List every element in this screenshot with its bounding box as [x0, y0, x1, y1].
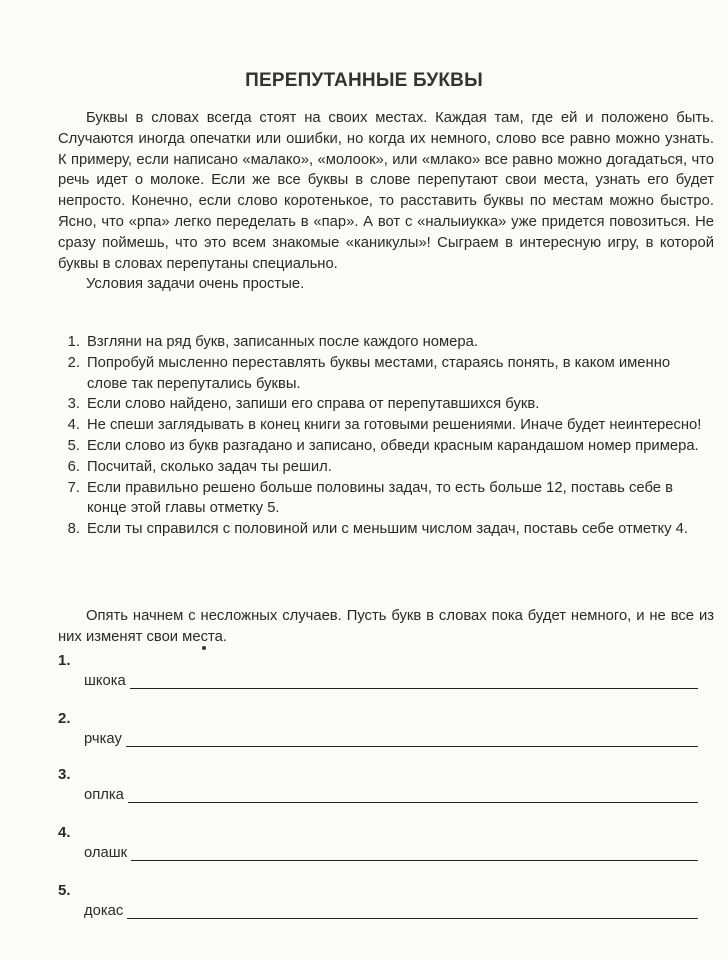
intro-text — [58, 108, 714, 295]
task-item — [58, 766, 698, 803]
rule-text: Посчитай, сколько задач ты решил. — [87, 458, 332, 475]
rule-text: Попробуй мысленно переставлять буквы местами, стараясь понять, в каком именно слове так перепутались буквы. — [87, 354, 671, 392]
task-row — [58, 845, 698, 861]
answer-line[interactable] — [131, 846, 698, 861]
scrambled-word: рчкау — [84, 731, 122, 747]
task-number: 2. — [58, 710, 71, 727]
rule-item — [58, 394, 714, 415]
rule-item — [58, 519, 714, 540]
task-number: 1. — [58, 652, 71, 669]
rule-number: 2. — [67, 354, 80, 371]
rule-text: Взгляни на ряд букв, записанных после каждого номера. — [87, 334, 478, 350]
rule-item — [58, 353, 714, 395]
outro-paragraph: Опять начнем с несложных случаев. Пусть букв в словах пока будет немного, и не все из них изменят свои места. — [58, 608, 714, 645]
task-number: 3. — [58, 766, 71, 783]
intro-paragraph: Буквы в словах всегда стоят на своих местах. Каждая там, где ей и положено быть. Случаются иногда опечатки или ошибки, но когда их немного, слово все равно можно узнать. К примеру, если написано «малако», «молоок», или «млако» все равно можно догадаться, что речь идет о молоке. Если же все буквы в слове перепутают свои места, узнать его будет непросто. Конечно, если слово коротенькое, то расставить буквы по местам можно быстро. Ясно, что «рпа» легко переделать в «пар». А вот с «налыиукка» уже придется повозиться. Не сразу поймешь, что это всем знакомые «каникулы»! Сыграем в интересную игру, в которой буквы в словах перепутаны специально. — [58, 110, 714, 272]
task-row — [58, 731, 698, 747]
task-item — [58, 652, 698, 689]
rule-number: 1. — [67, 334, 80, 350]
rule-item — [58, 332, 714, 353]
rule-number: 3. — [67, 396, 80, 413]
rule-item — [58, 436, 714, 457]
rule-number: 6. — [67, 458, 80, 475]
task-item — [58, 710, 698, 747]
rule-number: 5. — [67, 437, 80, 454]
conditions-line: Условия задачи очень простые. — [86, 276, 305, 293]
rules-list — [58, 332, 714, 540]
answer-line[interactable] — [126, 732, 698, 747]
rule-item — [58, 457, 714, 478]
task-row — [58, 787, 698, 803]
answer-line[interactable] — [127, 904, 698, 919]
answer-line[interactable] — [128, 788, 698, 803]
answer-line[interactable] — [130, 674, 698, 689]
scrambled-word: шкока — [84, 673, 126, 689]
outro-text — [58, 606, 714, 648]
rule-number: 8. — [67, 521, 80, 538]
task-row — [58, 673, 698, 689]
scrambled-word: оплка — [84, 787, 124, 803]
rule-text: Если ты справился с половиной или с меньшим числом задач, поставь себе отметку 4. — [87, 521, 688, 538]
rule-text: Не спеши заглядывать в конец книги за готовыми решениями. Иначе будет неинтересно! — [87, 417, 702, 434]
rule-number: 7. — [67, 479, 80, 496]
rule-text: Если правильно решено больше половины задач, то есть больше 12, поставь себе в конце этой главы отметку 5. — [87, 479, 673, 517]
rule-number: 4. — [67, 417, 80, 434]
scrambled-word: докас — [84, 903, 124, 919]
rule-item — [58, 415, 714, 436]
task-number: 5. — [58, 882, 71, 899]
task-item — [58, 824, 698, 861]
task-item — [58, 882, 698, 919]
task-row — [58, 903, 698, 919]
scrambled-word: олашк — [84, 845, 128, 861]
rule-item — [58, 478, 714, 520]
page-title: ПЕРЕПУТАННЫЕ БУКВЫ — [245, 70, 483, 91]
task-number: 4. — [58, 824, 71, 841]
rule-text: Если слово найдено, запиши его справа от перепутавшихся букв. — [87, 396, 540, 413]
ink-dot — [202, 646, 206, 650]
rule-text: Если слово из букв разгадано и записано, обведи красным карандашом номер примера. — [87, 437, 699, 454]
